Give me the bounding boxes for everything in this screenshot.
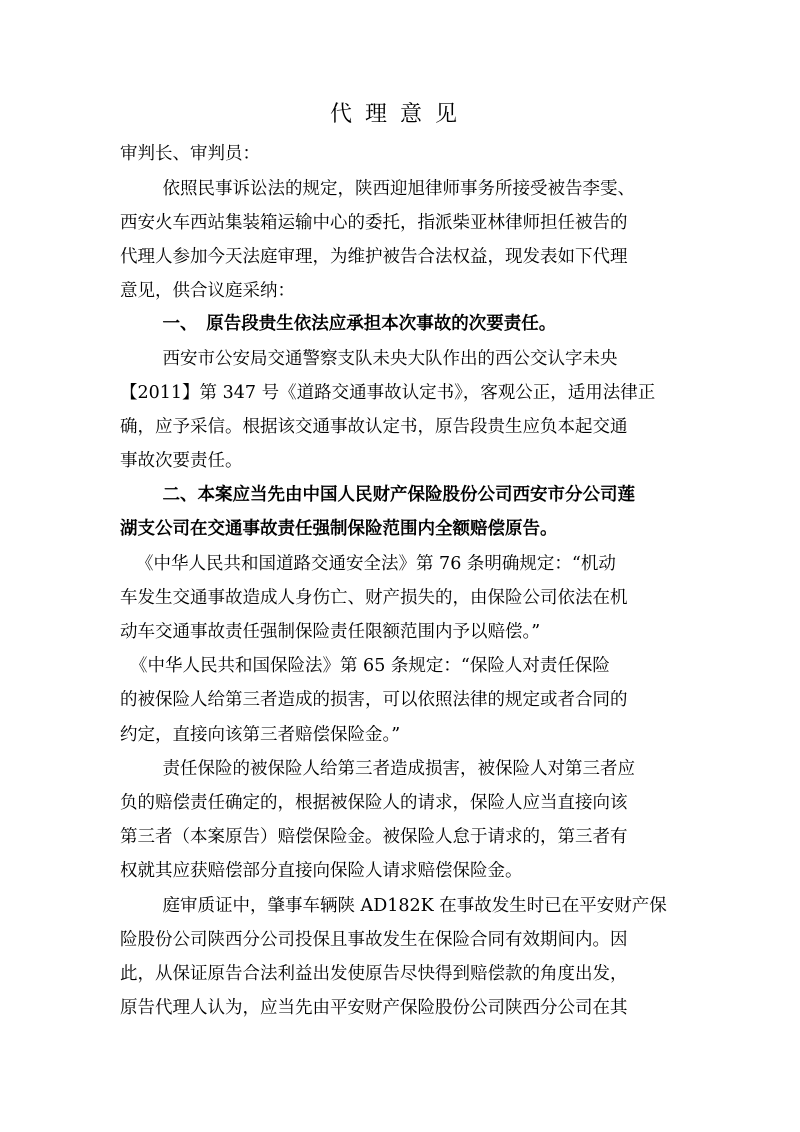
text-line: 意见，供合议庭采纳： [120, 281, 295, 301]
text-line: 《中华人民共和国道路交通安全法》第 76 条明确规定：“机动 [136, 554, 616, 574]
text-line: 代理人参加今天法庭审理，为维护被告合法权益，现发表如下代理 [120, 247, 628, 267]
text-line: 庭审质证中，肇事车辆陕 AD182K 在事故发生时已在平安财产保 [145, 896, 667, 916]
text-line: 事故次要责任。 [120, 451, 243, 471]
text-line: 原告代理人认为，应当先由平安财产保险股份公司陕西分公司在其 [120, 998, 628, 1018]
text-line: 此，从保证原告合法利益出发使原告尽快得到赔偿款的角度出发， [120, 964, 628, 984]
text-line: 确，应予采信。根据该交通事故认定书，原告段贵生应负本起交通 [120, 417, 628, 437]
text-line: 《中华人民共和国保险法》第 65 条规定：“保险人对责任保险 [130, 656, 610, 676]
text-line: 第三者（本案原告）赔偿保险金。被保险人怠于请求的，第三者有 [120, 827, 628, 847]
text-line: 负的赔偿责任确定的，根据被保险人的请求，保险人应当直接向该 [120, 793, 628, 813]
text-line: 险股份公司陕西分公司投保且事故发生在保险合同有效期间内。因 [120, 930, 628, 950]
text-line: 约定，直接向该第三者赔偿保险金。” [120, 725, 401, 745]
section-heading: 一、 原告段贵生依法应承担本次事故的次要责任。 [145, 314, 557, 334]
text-line: 依照民事诉讼法的规定，陕西迎旭律师事务所接受被告李雯、 [145, 179, 635, 199]
text-line: 权就其应获赔偿部分直接向保险人请求赔偿保险金。 [120, 861, 523, 881]
section-heading: 二、本案应当先由中国人民财产保险股份公司西安市分公司莲 [145, 485, 635, 505]
text-line: 西安市公安局交通警察支队未央大队作出的西公交认字未央 [145, 349, 618, 369]
text-line: 审判长、审判员： [120, 144, 260, 164]
text-line: 的被保险人给第三者造成的损害，可以依照法律的规定或者合同的 [120, 690, 628, 710]
text-line: 责任保险的被保险人给第三者造成损害，被保险人对第三者应 [145, 759, 635, 779]
text-line: 西安火车西站集装箱运输中心的委托，指派柴亚林律师担任被告的 [120, 213, 628, 233]
text-line: 【2011】第 347 号《道路交通事故认定书》，客观公正，适用法律正 [120, 383, 656, 403]
text-line: 动车交通事故责任强制保险责任限额范围内予以赔偿。” [120, 622, 541, 642]
section-heading: 湖支公司在交通事故责任强制保险范围内全额赔偿原告。 [120, 519, 558, 539]
text-line: 车发生交通事故造成人身伤亡、财产损失的，由保险公司依法在机 [120, 588, 628, 608]
document-title: 代理意见 [329, 102, 470, 127]
